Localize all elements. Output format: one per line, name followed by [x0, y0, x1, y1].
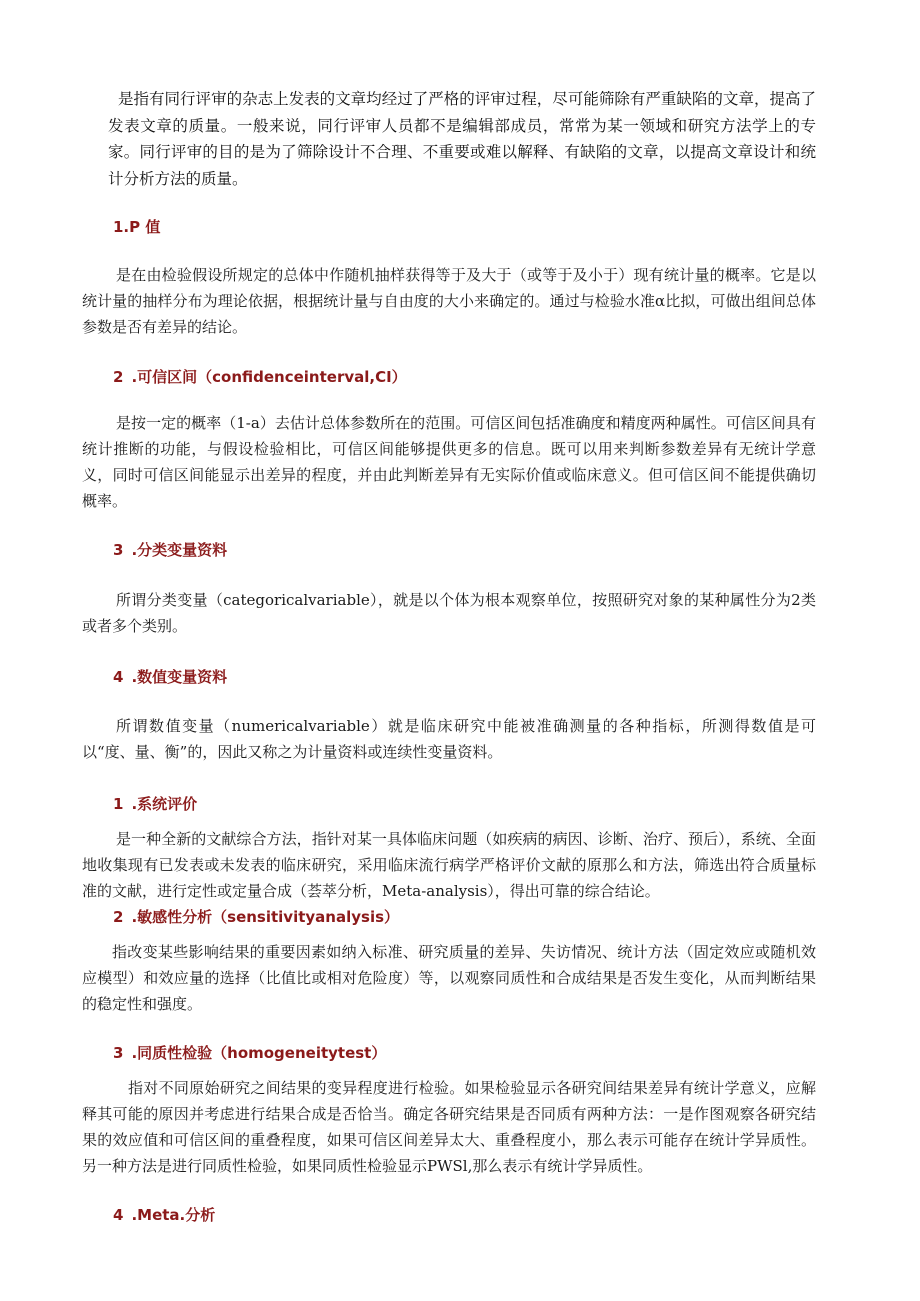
- section-heading-numerical-variable: [113, 666, 227, 688]
- section-prefix: .: [131, 1206, 138, 1224]
- section-number: 4: [113, 668, 124, 686]
- section-number: 2: [113, 368, 124, 386]
- section-number: 3: [113, 541, 124, 559]
- section-body-systematic-review: 是一种全新的文献综合方法，指针对某一具体临床问题（如疾病的病因、诊断、治疗、预后），系统、全面地收集现有已发表或未发表的临床研究，采用临床流行病学严格评价文献的原那么和方法，筛选出符合质量标准的文献，进行定性或定量合成（荟萃分析，Meta-analysis），得出可靠的综合结论。: [82, 830, 816, 900]
- section-heading-systematic-review: [113, 793, 197, 815]
- section-body-categorical-variable: 所谓分类变量（categoricalvariable），就是以个体为根本观察单位，按照研究对象的某种属性分为2类或者多个类别。: [82, 591, 816, 635]
- section-heading-sensitivity-analysis: [113, 906, 399, 928]
- section-number: 3: [113, 1044, 124, 1062]
- section-prefix: .: [131, 1044, 138, 1062]
- section-title: 敏感性分析（sensitivityanalysis）: [137, 908, 400, 926]
- section-title: Meta.分析: [137, 1206, 216, 1224]
- section-heading-categorical-variable: [113, 539, 227, 561]
- section-body-homogeneity-test: 指对不同原始研究之间结果的变异程度进行检验。如果检验显示各研究间结果差异有统计学意义，应解释其可能的原因并考虑进行结果合成是否恰当。确定各研究结果是否同质有两种方法：一是作图观察各研究结果的效应值和可信区间的重叠程度，如果可信区间差异太大、重叠程度小，那么表示可能存在统计学异质性。另一种方法是进行同质性检验，如果同质性检验显示PWSl,那么表示有统计学异质性。: [82, 1079, 816, 1175]
- section-title: 系统评价: [137, 795, 198, 813]
- section-title: 分类变量资料: [137, 541, 228, 559]
- section-number: 2: [113, 908, 124, 926]
- section-body-numerical-variable: 所谓数值变量（numericalvariable）就是临床研究中能被准确测量的各种指标，所测得数值是可以“度、量、衡”的，因此又称之为计量资料或连续性变量资料。: [82, 717, 816, 761]
- section-body-confidence-interval: 是按一定的概率（1-a）去估计总体参数所在的范围。可信区间包括准确度和精度两种属性。可信区间具有统计推断的功能，与假设检验相比，可信区间能够提供更多的信息。既可以用来判断参数差异有无统计学意义，同时可信区间能显示出差异的程度，并由此判断差异有无实际价值或临床意义。但可信区间不能提供确切概率。: [82, 414, 816, 510]
- section-heading-p-value: [113, 216, 160, 238]
- section-heading-meta-analysis: [113, 1204, 215, 1226]
- section-title: 数值变量资料: [137, 668, 228, 686]
- section-prefix: .: [131, 668, 138, 686]
- section-prefix: P: [129, 218, 141, 236]
- section-title: 同质性检验（homogeneitytest）: [137, 1044, 387, 1062]
- section-number: 1: [113, 795, 124, 813]
- section-prefix: .: [131, 541, 138, 559]
- section-body-sensitivity-analysis: 指改变某些影响结果的重要因素如纳入标准、研究质量的差异、失访情况、统计方法（固定效应或随机效应模型）和效应量的选择（比值比或相对危险度）等，以观察同质性和合成结果是否发生变化，从而判断结果的稳定性和强度。: [82, 943, 816, 1013]
- section-prefix: .: [131, 795, 138, 813]
- section-prefix: .: [131, 908, 138, 926]
- section-heading-homogeneity-test: [113, 1042, 386, 1064]
- section-heading-confidence-interval: [113, 366, 407, 388]
- section-title: 可信区间（confidenceinterval,CI）: [137, 368, 407, 386]
- intro-paragraph: 是指有同行评审的杂志上发表的文章均经过了严格的评审过程，尽可能筛除有严重缺陷的文章，提高了发表文章的质量。一般来说，同行评审人员都不是编辑部成员，常常为某一领域和研究方法学上的专家。同行评审的目的是为了筛除设计不合理、不重要或难以解释、有缺陷的文章，以提高文章设计和统计分析方法的质量。: [108, 90, 816, 188]
- section-body-p-value: 是在由检验假设所规定的总体中作随机抽样获得等于及大于（或等于及小于）现有统计量的概率。它是以统计量的抽样分布为理论依据，根据统计量与自由度的大小来确定的。通过与检验水准α比拟，可做出组间总体参数是否有差异的结论。: [82, 266, 816, 336]
- section-title: 值: [145, 218, 161, 236]
- section-prefix: .: [131, 368, 138, 386]
- section-number: 1.: [113, 218, 130, 236]
- section-number: 4: [113, 1206, 124, 1224]
